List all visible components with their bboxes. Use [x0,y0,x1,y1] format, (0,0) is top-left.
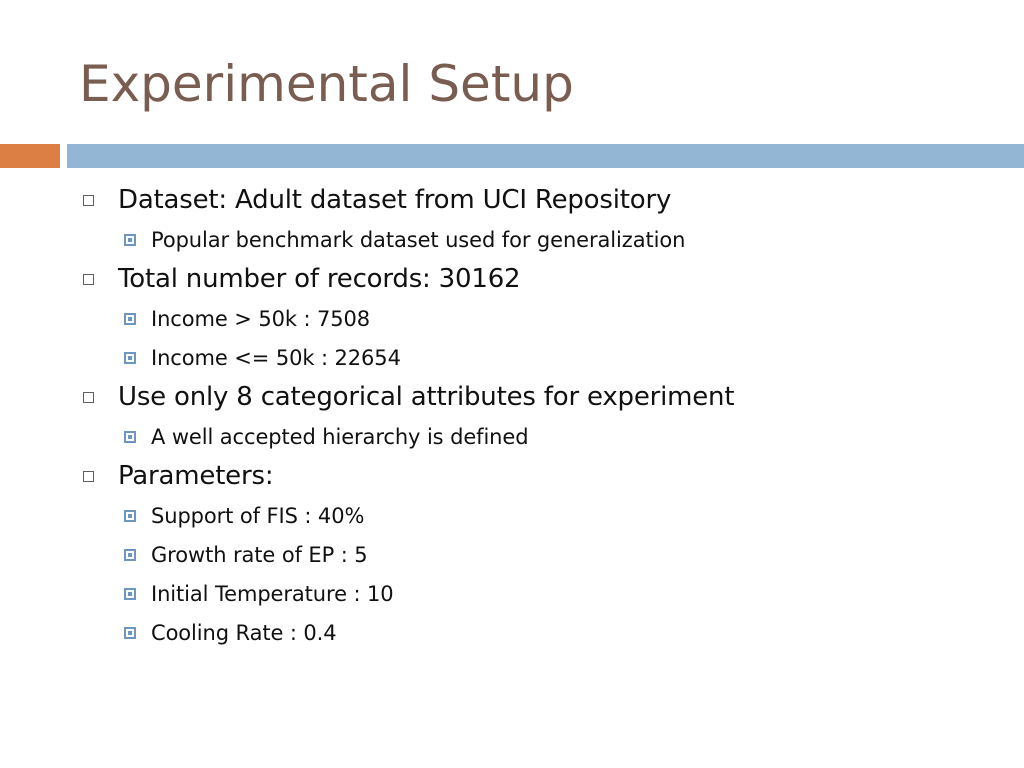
filled-square-bullet-icon [124,234,136,246]
sub-bullet-text: Growth rate of EP : 5 [151,542,368,567]
sub-bullet-text: Income > 50k : 7508 [151,306,371,331]
bullet-item [80,456,1010,652]
sub-bullet-list [80,220,1010,259]
bullet-text: Use only 8 categorical attributes for experiment [118,382,735,412]
sub-bullet-item [80,613,1010,652]
filled-square-bullet-icon [124,431,136,443]
filled-square-bullet-icon [124,588,136,600]
sub-bullet-item [80,535,1010,574]
title-divider-bar [67,144,1024,168]
hollow-square-bullet-icon [83,274,94,285]
sub-bullet-item [80,417,1010,456]
filled-square-bullet-icon [124,352,136,364]
hollow-square-bullet-icon [83,195,94,206]
filled-square-bullet-icon [124,313,136,325]
sub-bullet-list [80,417,1010,456]
filled-square-bullet-icon [124,549,136,561]
sub-bullet-text: A well accepted hierarchy is defined [151,424,529,449]
bullet-text: Dataset: Adult dataset from UCI Repository [118,185,672,215]
sub-bullet-list [80,299,1010,377]
sub-bullet-item [80,299,1010,338]
sub-bullet-item [80,338,1010,377]
bullet-item [80,377,1010,456]
sub-bullet-item [80,220,1010,259]
filled-square-bullet-icon [124,627,136,639]
sub-bullet-text: Initial Temperature : 10 [151,581,394,606]
sub-bullet-text: Income <= 50k : 22654 [151,345,401,370]
bullet-item [80,180,1010,259]
sub-bullet-text: Cooling Rate : 0.4 [151,620,337,645]
accent-bar [0,144,60,168]
hollow-square-bullet-icon [83,392,94,403]
sub-bullet-text: Popular benchmark dataset used for generalization [151,227,686,252]
sub-bullet-item [80,574,1010,613]
bullet-text: Parameters: [118,461,274,491]
bullet-text: Total number of records: 30162 [118,264,521,294]
bullet-list [80,180,1010,652]
slide-title: Experimental Setup [79,55,574,113]
hollow-square-bullet-icon [83,471,94,482]
sub-bullet-list [80,496,1010,652]
sub-bullet-text: Support of FIS : 40% [151,503,365,528]
sub-bullet-item [80,496,1010,535]
bullet-item [80,259,1010,377]
filled-square-bullet-icon [124,510,136,522]
